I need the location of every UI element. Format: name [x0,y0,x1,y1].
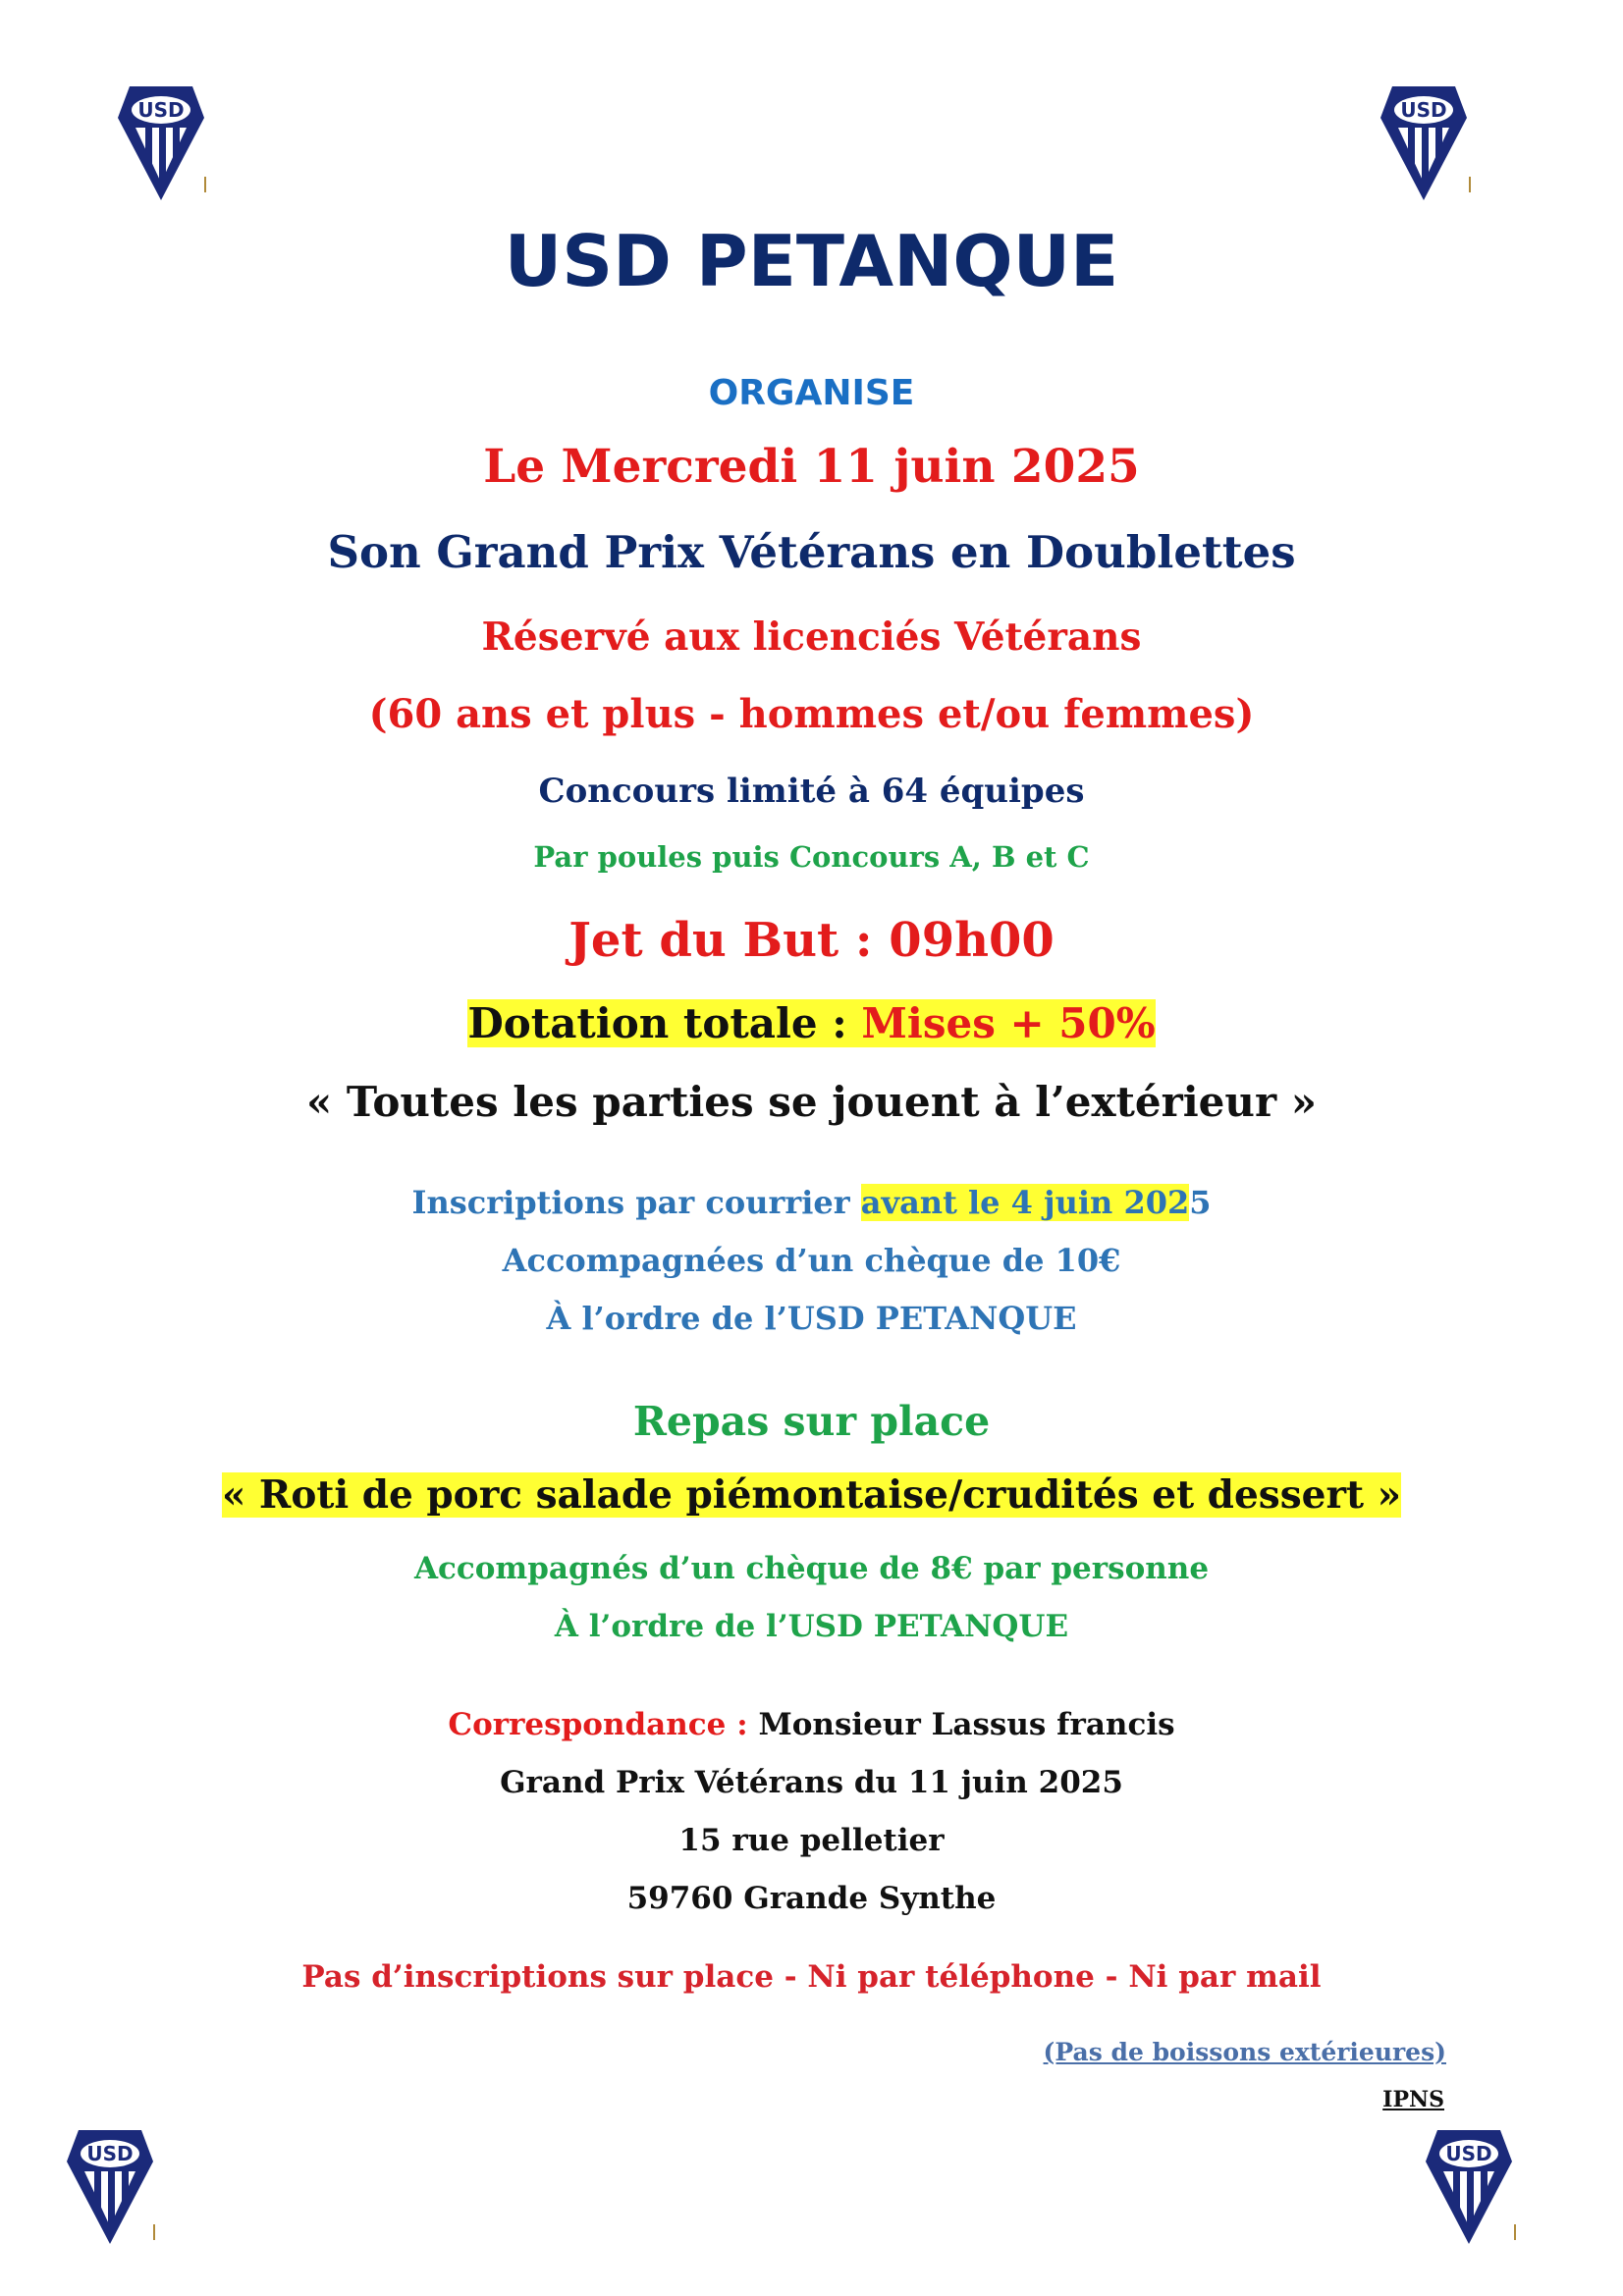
repas-cheque-line: Accompagnés d’un chèque de 8€ par personne [413,1551,1210,1586]
dotation-line [0,999,1623,1047]
format-line: Par poules puis Concours A, B et C [533,840,1090,874]
logo-mark-tick [1469,177,1471,192]
usd-logo-top-right [1379,84,1469,202]
repas-title: Repas sur place [632,1398,991,1445]
correspondance-city: 59760 Grande Synthe [626,1881,997,1916]
usd-logo-top-left [116,84,206,202]
inscriptions-deadline-end: 5 [1189,1184,1212,1221]
repas-order-line: À l’ordre de l’USD PETANQUE [554,1609,1069,1644]
correspondance-event: Grand Prix Vétérans du 11 juin 2025 [500,1765,1123,1800]
logo-mark-tick [204,177,206,192]
svg-text:USD: USD [137,98,185,122]
warning-line: Pas d’inscriptions sur place - Ni par téléphone - Ni par mail [301,1959,1322,1995]
dotation-label: Dotation totale : [467,999,862,1047]
repas-menu: « Roti de porc salade piémontaise/crudités et dessert » [221,1472,1402,1518]
svg-text:USD: USD [1445,2142,1492,2165]
usd-shield-icon [1379,84,1469,202]
correspondance-street: 15 rue pelletier [678,1823,945,1858]
inscriptions-deadline: avant le 4 juin 202 [860,1184,1190,1221]
outdoor-line: « Toutes les parties se jouent à l’extérieur » [306,1078,1317,1126]
usd-shield-icon [116,84,206,202]
age-line: (60 ans et plus - hommes et/ou femmes) [368,691,1255,737]
dotation-value: Mises + 50% [861,999,1156,1047]
logo-mark-tick [153,2224,155,2240]
organise-label: ORGANISE [708,373,915,413]
inscriptions-text: Inscriptions par courrier [411,1184,861,1221]
jet-du-but-line: Jet du But : 09h00 [568,913,1055,968]
usd-shield-icon [65,2128,155,2246]
reserved-line: Réservé aux licenciés Vétérans [481,614,1142,660]
team-limit-line: Concours limité à 64 équipes [538,772,1085,811]
ipns-label: IPNS [1382,2087,1444,2112]
usd-logo-bottom-left [65,2128,155,2246]
no-drinks-note: (Pas de boissons extérieures) [1043,2038,1446,2066]
event-name: Son Grand Prix Vétérans en Doublettes [327,526,1296,578]
usd-shield-icon [1424,2128,1514,2246]
correspondance-name: Monsieur Lassus francis [758,1707,1175,1742]
page-title: USD PETANQUE [504,220,1119,302]
event-date: Le Mercredi 11 juin 2025 [483,440,1140,494]
repas-menu-line [0,1472,1623,1518]
dotation-highlight [467,999,1155,1047]
inscriptions-order-line: À l’ordre de l’USD PETANQUE [546,1300,1077,1337]
logo-mark-tick [1514,2224,1516,2240]
inscriptions-line [0,1184,1623,1221]
svg-text:USD: USD [86,2142,134,2165]
svg-text:USD: USD [1400,98,1447,122]
correspondance-label: Correspondance : [448,1707,759,1742]
usd-logo-bottom-right [1424,2128,1514,2246]
inscriptions-cheque-line: Accompagnées d’un chèque de 10€ [502,1242,1121,1279]
correspondance-line [0,1707,1623,1742]
